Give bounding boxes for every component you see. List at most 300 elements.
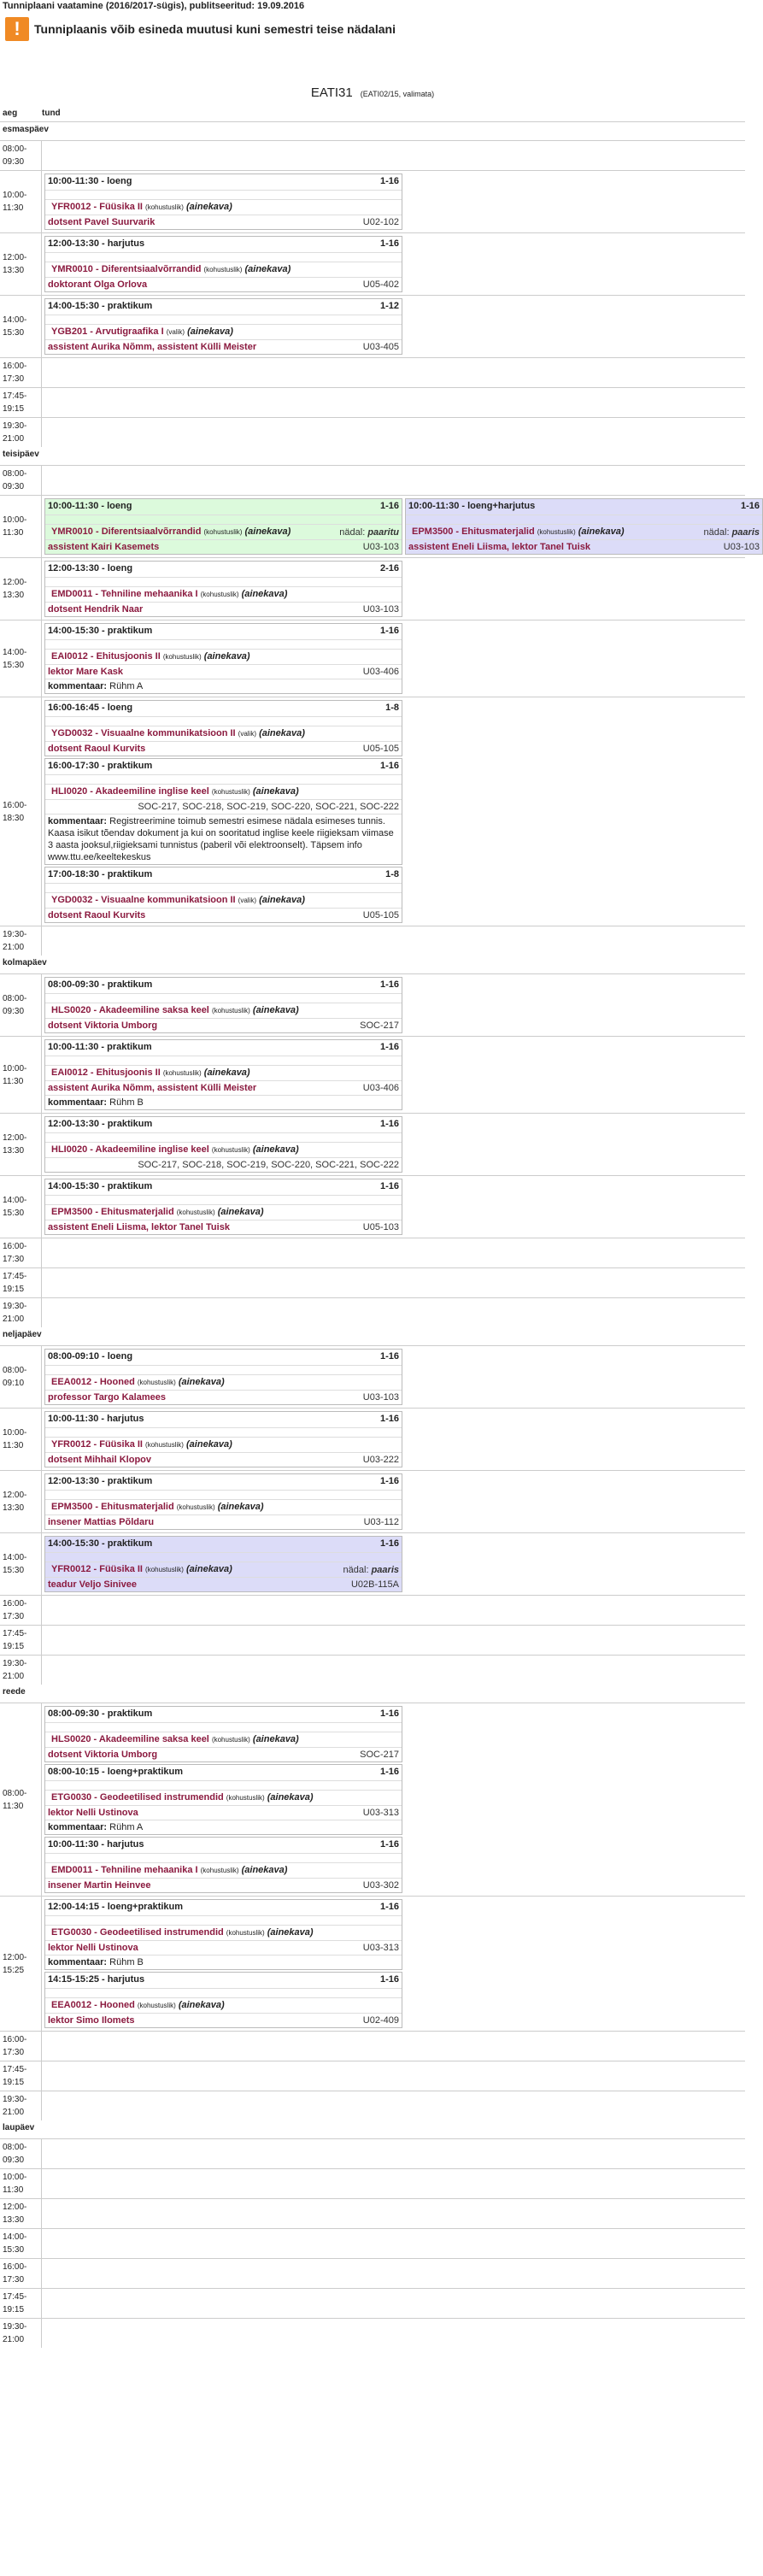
- room-code: U05-105: [362, 744, 399, 754]
- event-column: [42, 558, 402, 620]
- slot-end: 21:00: [3, 2335, 25, 2344]
- column-time: aeg: [3, 108, 18, 118]
- slot-events: [41, 233, 745, 295]
- teacher-name[interactable]: insener Martin Heinvee: [48, 1880, 151, 1891]
- event-card[interactable]: [44, 561, 402, 617]
- slot-time: [0, 1298, 41, 1327]
- slot-time: [0, 2199, 41, 2228]
- teacher-name[interactable]: dotsent Raoul Kurvits: [48, 910, 146, 920]
- slot-time: [0, 1626, 41, 1655]
- event-time: 10:00-11:30 - loeng: [48, 176, 132, 186]
- course-name[interactable]: EPM3500 - Ehitusmaterjalid (kohustuslik) (ainekava): [51, 1207, 264, 1217]
- course-row: [45, 1561, 402, 1577]
- event-time: 08:00-10:15 - loeng+praktikum: [48, 1767, 184, 1777]
- event-weeks: 1-16: [379, 1351, 399, 1362]
- event-weeks: 1-16: [379, 1974, 399, 1985]
- course-name[interactable]: EEA0012 - Hooned (kohustuslik) (ainekava): [51, 2000, 225, 2010]
- event-header: [45, 174, 402, 191]
- event-time: 16:00-16:45 - loeng: [48, 703, 133, 713]
- time-slot: [0, 1267, 745, 1297]
- slot-start: 17:45-: [3, 2065, 27, 2074]
- event-column: [42, 1114, 402, 1175]
- course-type: (kohustuslik): [211, 1736, 250, 1744]
- event-header: [45, 1412, 402, 1428]
- event-time: 12:00-13:30 - praktikum: [48, 1476, 153, 1486]
- event-card[interactable]: [44, 1764, 402, 1835]
- event-card[interactable]: [44, 1899, 402, 1970]
- slot-start: 12:00-: [3, 2203, 27, 2212]
- time-slot: [0, 1297, 745, 1327]
- slot-end: 11:30: [3, 1076, 24, 1086]
- course-name[interactable]: YGD0032 - Visuaalne kommunikatsioon II (valik) (ainekava): [51, 728, 305, 738]
- teacher-row: [45, 339, 402, 354]
- teacher-name[interactable]: dotsent Hendrik Naar: [48, 604, 144, 615]
- teacher-name[interactable]: dotsent Viktoria Umborg: [48, 1020, 158, 1031]
- event-time: 10:00-11:30 - loeng: [48, 501, 132, 511]
- slot-events: [41, 1037, 745, 1113]
- teacher-name[interactable]: dotsent Viktoria Umborg: [48, 1750, 158, 1760]
- event-card[interactable]: [44, 700, 402, 756]
- spacer: [45, 1491, 402, 1499]
- course-plan: (ainekava): [178, 1377, 225, 1387]
- event-time: 10:00-11:30 - harjutus: [48, 1414, 144, 1424]
- slot-time: [0, 2091, 41, 2120]
- slot-end: 19:15: [3, 2078, 25, 2087]
- teacher-row: [45, 1940, 402, 1955]
- event-weeks: 1-16: [379, 1414, 399, 1424]
- time-slot: [0, 697, 745, 926]
- course-plan: (ainekava): [241, 1865, 288, 1875]
- event-card[interactable]: [44, 1349, 402, 1405]
- event-time: 14:00-15:30 - praktikum: [48, 1181, 153, 1191]
- course-name[interactable]: YFR0012 - Füüsika II (kohustuslik) (ainekava): [51, 1564, 232, 1574]
- slot-start: 16:00-: [3, 1599, 27, 1609]
- spacer: [45, 1366, 402, 1374]
- teacher-row: [45, 1747, 402, 1761]
- time-slot: [0, 620, 745, 697]
- course-name[interactable]: YGB201 - Arvutigraafika I (valik) (ainekava): [51, 326, 233, 337]
- teacher-row: [45, 1220, 402, 1234]
- slot-end: 13:30: [3, 1146, 25, 1156]
- course-type: (valik): [238, 730, 256, 738]
- course-name[interactable]: YGD0032 - Visuaalne kommunikatsioon II (valik) (ainekava): [51, 895, 305, 905]
- course-plan: (ainekava): [578, 526, 625, 537]
- event-card[interactable]: [44, 758, 402, 865]
- slot-start: 19:30-: [3, 1302, 27, 1311]
- teacher-name[interactable]: dotsent Mihhail Klopov: [48, 1455, 151, 1465]
- slot-end: 09:10: [3, 1379, 25, 1388]
- slot-end: 21:00: [3, 2108, 25, 2117]
- slot-events: [41, 2139, 745, 2168]
- time-slot: [0, 170, 745, 232]
- slot-start: 14:00-: [3, 647, 27, 657]
- course-row: [45, 324, 402, 339]
- course-name[interactable]: HLS0020 - Akadeemiline saksa keel (kohustuslik) (ainekava): [51, 1005, 299, 1015]
- course-name[interactable]: YFR0012 - Füüsika II (kohustuslik) (ainekava): [51, 1439, 232, 1450]
- comment-label: kommentaar:: [48, 1957, 108, 1967]
- event-time: 17:00-18:30 - praktikum: [48, 869, 153, 879]
- slot-start: 12:00-: [3, 578, 27, 587]
- slot-start: 14:00-: [3, 1553, 27, 1562]
- slot-events: [41, 974, 745, 1036]
- teacher-name[interactable]: dotsent Pavel Suurvarik: [48, 217, 156, 227]
- room-code: U05-402: [362, 279, 399, 290]
- room-code: U05-103: [362, 1222, 399, 1232]
- room-list: SOC-217, SOC-218, SOC-219, SOC-220, SOC-221, SOC-222: [138, 1160, 399, 1170]
- slot-end: 11:30: [3, 1801, 24, 1811]
- event-card[interactable]: [44, 236, 402, 292]
- teacher-name[interactable]: professor Targo Kalamees: [48, 1392, 166, 1403]
- event-weeks: 1-16: [379, 1042, 399, 1052]
- room-code: U03-313: [362, 1943, 399, 1953]
- slot-end: 15:30: [3, 1209, 25, 1218]
- slot-start: 16:00-: [3, 2035, 27, 2044]
- event-header: [45, 1350, 402, 1366]
- slot-events: [41, 2229, 745, 2258]
- slot-end: 13:30: [3, 266, 25, 275]
- slot-time: [0, 1897, 41, 2031]
- time-slot: [0, 1470, 745, 1532]
- event-weeks: 1-16: [379, 1181, 399, 1191]
- day-heading: teisipäev: [3, 450, 39, 459]
- course-row: [45, 1374, 402, 1390]
- room-code: SOC-217: [360, 1020, 399, 1031]
- slot-time: [0, 620, 41, 697]
- slot-time: [0, 1037, 41, 1113]
- room-code: U03-103: [362, 1392, 399, 1403]
- course-type: (kohustuslik): [176, 1209, 215, 1216]
- event-header: [45, 499, 402, 515]
- slot-time: [0, 466, 41, 495]
- room-code: U03-222: [362, 1455, 399, 1465]
- slot-time: [0, 1703, 41, 1896]
- course-name[interactable]: YMR0010 - Diferentsiaalvõrrandid (kohustuslik) (ainekava): [51, 526, 291, 537]
- time-slot: [0, 2061, 745, 2091]
- time-slot: [0, 1595, 745, 1625]
- slot-events: [41, 141, 745, 170]
- room-code: U03-313: [362, 1808, 399, 1818]
- time-slot: [0, 140, 745, 170]
- event-card[interactable]: [44, 1473, 402, 1530]
- slot-events: [41, 620, 745, 697]
- slot-time: [0, 1238, 41, 1267]
- course-name[interactable]: EPM3500 - Ehitusmaterjalid (kohustuslik) (ainekava): [412, 526, 625, 537]
- event-card[interactable]: [44, 1411, 402, 1467]
- slot-start: 19:30-: [3, 2095, 27, 2104]
- comment-label: kommentaar:: [48, 681, 108, 691]
- course-plan: (ainekava): [217, 1502, 264, 1512]
- course-type: (valik): [238, 897, 256, 904]
- teacher-name[interactable]: lektor Simo Ilomets: [48, 2015, 135, 2026]
- event-card[interactable]: [44, 1972, 402, 2028]
- event-column: [42, 620, 402, 697]
- course-plan: (ainekava): [252, 1005, 299, 1015]
- course-row: [45, 1499, 402, 1514]
- slot-events: [41, 1471, 745, 1532]
- event-weeks: 1-16: [379, 1476, 399, 1486]
- slot-time: [0, 1596, 41, 1625]
- course-plan: (ainekava): [217, 1207, 264, 1217]
- course-row: [45, 1204, 402, 1220]
- slot-events: [41, 1409, 745, 1470]
- course-name[interactable]: EMD0011 - Tehniline mehaanika I (kohustuslik) (ainekava): [51, 1865, 288, 1875]
- teacher-row: [45, 2013, 402, 2027]
- day-heading: neljapäev: [3, 1330, 42, 1339]
- course-plan: (ainekava): [267, 1927, 314, 1938]
- teacher-row: [45, 664, 402, 679]
- course-plan: (ainekava): [252, 786, 299, 797]
- time-slot: [0, 1896, 745, 2031]
- event-column: [42, 1037, 402, 1113]
- event-card[interactable]: [44, 173, 402, 230]
- time-slot: [0, 1238, 745, 1267]
- comment-label: kommentaar:: [48, 1822, 108, 1832]
- course-type: (kohustuslik): [226, 1929, 265, 1937]
- time-slot: [0, 1655, 745, 1685]
- teacher-name[interactable]: assistent Eneli Liisma, lektor Tanel Tuisk: [48, 1222, 230, 1232]
- event-header: [45, 1707, 402, 1723]
- event-card[interactable]: [44, 623, 402, 694]
- time-slot: [0, 1175, 745, 1238]
- event-header: [45, 562, 402, 578]
- spacer: [406, 515, 762, 524]
- course-name[interactable]: HLI0020 - Akadeemiline inglise keel (kohustuslik) (ainekava): [51, 1144, 299, 1155]
- room-code: U03-406: [362, 667, 399, 677]
- course-type: (kohustuslik): [211, 1007, 250, 1015]
- room-code: U03-103: [362, 604, 399, 615]
- event-card[interactable]: [44, 498, 402, 555]
- spacer: [45, 578, 402, 586]
- teacher-name[interactable]: lektor Nelli Ustinova: [48, 1943, 138, 1953]
- group-subtitle: (EATI02/15, valimata): [360, 90, 435, 98]
- slot-time: [0, 1114, 41, 1175]
- event-weeks: 1-16: [379, 1119, 399, 1129]
- event-header: [45, 624, 402, 640]
- course-name[interactable]: ETG0030 - Geodeetilised instrumendid (kohustuslik) (ainekava): [51, 1927, 314, 1938]
- course-name[interactable]: YFR0012 - Füüsika II (kohustuslik) (ainekava): [51, 202, 232, 212]
- course-type: (kohustuslik): [145, 1566, 184, 1573]
- event-column: [42, 1703, 402, 1896]
- course-type: (valik): [166, 328, 185, 336]
- slot-time: [0, 1176, 41, 1238]
- course-row: [45, 1997, 402, 2013]
- comment-label: kommentaar:: [48, 1097, 108, 1108]
- event-time: 12:00-13:30 - harjutus: [48, 238, 145, 249]
- slot-time: [0, 974, 41, 1036]
- teacher-name[interactable]: teadur Veljo Sinivee: [48, 1579, 137, 1590]
- course-plan: (ainekava): [186, 1439, 232, 1450]
- room-code: U02-102: [362, 217, 399, 227]
- slot-end: 15:30: [3, 660, 25, 670]
- week-parity: nädal: paaritu: [339, 526, 399, 538]
- slot-end: 19:15: [3, 1285, 25, 1294]
- teacher-row: [45, 908, 402, 922]
- comment-text: kommentaar: Registreerimine toimub semestri esimese nädala esimeses tunnis. Kaasa isikut tõendav dokument ja kui on sooritatud inglise keele riigieksam viimase 3 aasta jooksul,riigieksami tunnistus (paberil või elektroonselt). Täpsem info www.ttu.ee/keeltekeskus: [48, 816, 394, 862]
- teacher-name[interactable]: doktorant Olga Orlova: [48, 279, 148, 290]
- slot-start: 08:00-: [3, 994, 27, 1003]
- spacer: [45, 253, 402, 262]
- slot-end: 21:00: [3, 434, 25, 444]
- teacher-name[interactable]: dotsent Raoul Kurvits: [48, 744, 146, 754]
- event-time: 08:00-09:10 - loeng: [48, 1351, 133, 1362]
- teacher-row: [406, 539, 762, 554]
- room-code: U05-105: [362, 910, 399, 920]
- day-heading: laupäev: [3, 2123, 35, 2132]
- event-column: [42, 974, 402, 1036]
- warning-icon: !: [5, 17, 29, 41]
- course-plan: (ainekava): [259, 728, 305, 738]
- comment-text: kommentaar: Rühm B: [48, 1097, 144, 1108]
- teacher-row: [45, 602, 402, 616]
- event-header: [45, 867, 402, 884]
- event-header: [45, 237, 402, 253]
- slot-end: 19:15: [3, 1642, 25, 1651]
- event-time: 08:00-09:30 - praktikum: [48, 979, 153, 990]
- time-slot: [0, 2091, 745, 2120]
- event-card[interactable]: [44, 1706, 402, 1762]
- course-name[interactable]: EAI0012 - Ehitusjoonis II (kohustuslik) (ainekava): [51, 651, 250, 662]
- spacer: [45, 1989, 402, 1997]
- teacher-name[interactable]: assistent Kairi Kasemets: [48, 542, 160, 552]
- spacer: [45, 1196, 402, 1204]
- event-weeks: 1-16: [379, 761, 399, 771]
- event-weeks: 1-16: [379, 501, 399, 511]
- event-header: [45, 978, 402, 994]
- course-plan: (ainekava): [186, 1564, 232, 1574]
- week-value: paaris: [731, 526, 760, 538]
- slot-start: 10:00-: [3, 1063, 27, 1073]
- event-weeks: 1-8: [385, 869, 399, 879]
- event-card[interactable]: [44, 298, 402, 355]
- spacer: [45, 775, 402, 784]
- event-card[interactable]: [44, 1116, 402, 1173]
- slot-end: 17:30: [3, 1612, 25, 1621]
- time-slot: [0, 1703, 745, 1896]
- slot-end: 11:30: [3, 203, 24, 213]
- event-header: [45, 1474, 402, 1491]
- slot-start: 10:00-: [3, 1428, 27, 1438]
- event-card[interactable]: [44, 1536, 402, 1592]
- event-time: 10:00-11:30 - harjutus: [48, 1839, 144, 1850]
- event-card[interactable]: [44, 1837, 402, 1893]
- slot-end: 21:00: [3, 1314, 25, 1324]
- time-slot: [0, 232, 745, 295]
- event-card[interactable]: [44, 977, 402, 1033]
- slot-events: [41, 418, 745, 447]
- event-card[interactable]: [405, 498, 763, 555]
- slot-time: [0, 2032, 41, 2061]
- slot-start: 10:00-: [3, 515, 27, 525]
- spacer: [45, 1553, 402, 1561]
- group-name: EATI31: [310, 85, 353, 100]
- event-column: [42, 1176, 402, 1238]
- event-header: [45, 1900, 402, 1916]
- event-card[interactable]: [44, 1039, 402, 1110]
- spacer: [45, 515, 402, 524]
- course-name[interactable]: EAI0012 - Ehitusjoonis II (kohustuslik) (ainekava): [51, 1067, 250, 1078]
- event-weeks: 1-12: [379, 301, 399, 311]
- room-code: U02B-115A: [350, 1579, 399, 1590]
- course-row: [45, 1003, 402, 1018]
- time-slot: [0, 926, 745, 956]
- page-title: Tunniplaani vaatamine (2016/2017-sügis), publitseeritud: 19.09.2016: [3, 1, 305, 11]
- course-name[interactable]: ETG0030 - Geodeetilised instrumendid (kohustuslik) (ainekava): [51, 1792, 314, 1803]
- course-type: (kohustuslik): [145, 203, 184, 211]
- comment-text: kommentaar: Rühm A: [48, 1822, 144, 1832]
- event-header: [45, 1117, 402, 1133]
- slot-start: 19:30-: [3, 421, 27, 431]
- slot-start: 08:00-: [3, 469, 27, 479]
- event-header: [45, 1765, 402, 1781]
- teacher-row: [45, 539, 402, 554]
- course-plan: (ainekava): [252, 1734, 299, 1744]
- spacer: [45, 1056, 402, 1065]
- teacher-name[interactable]: insener Mattias Põldaru: [48, 1517, 155, 1527]
- spacer: [45, 1854, 402, 1862]
- course-name[interactable]: HLS0020 - Akadeemiline saksa keel (kohustuslik) (ainekava): [51, 1734, 299, 1744]
- course-row: [45, 892, 402, 908]
- course-name[interactable]: EMD0011 - Tehniline mehaanika I (kohustuslik) (ainekava): [51, 589, 288, 599]
- teacher-row: [45, 1514, 402, 1529]
- teacher-row: [45, 1577, 402, 1591]
- event-header: [45, 1040, 402, 1056]
- event-card[interactable]: [44, 1179, 402, 1235]
- teacher-name[interactable]: assistent Aurika Nõmm, assistent Külli Meister: [48, 342, 257, 352]
- slot-end: 15:30: [3, 1566, 25, 1575]
- teacher-name[interactable]: lektor Nelli Ustinova: [48, 1808, 138, 1818]
- event-time: 14:00-15:30 - praktikum: [48, 1538, 153, 1549]
- slot-events: [41, 296, 745, 357]
- course-name[interactable]: YMR0010 - Diferentsiaalvõrrandid (kohustuslik) (ainekava): [51, 264, 291, 274]
- slot-end: 17:30: [3, 2275, 25, 2285]
- slot-start: 14:00-: [3, 315, 27, 325]
- course-type: (kohustuslik): [211, 1146, 250, 1154]
- slot-events: [41, 1268, 745, 1297]
- course-name[interactable]: EEA0012 - Hooned (kohustuslik) (ainekava): [51, 1377, 225, 1387]
- comment-row: [45, 814, 402, 864]
- notice-text: Tunniplaanis võib esineda muutusi kuni semestri teise nädalani: [34, 22, 396, 36]
- week-parity: nädal: paaris: [703, 526, 760, 538]
- teacher-row: [45, 277, 402, 291]
- event-time: 14:00-15:30 - praktikum: [48, 626, 153, 636]
- course-type: (kohustuslik): [176, 1503, 215, 1511]
- slot-end: 11:30: [3, 528, 24, 538]
- course-name[interactable]: HLI0020 - Akadeemiline inglise keel (kohustuslik) (ainekava): [51, 786, 299, 797]
- slot-events: [41, 358, 745, 387]
- course-row: [45, 1862, 402, 1878]
- teacher-name[interactable]: assistent Aurika Nõmm, assistent Külli Meister: [48, 1083, 257, 1093]
- time-slot: [0, 2138, 745, 2168]
- event-card[interactable]: [44, 867, 402, 923]
- course-name[interactable]: EPM3500 - Ehitusmaterjalid (kohustuslik) (ainekava): [51, 1502, 264, 1512]
- teacher-row: [45, 1080, 402, 1095]
- spacer: [45, 994, 402, 1003]
- rooms-row: [45, 799, 402, 814]
- teacher-name[interactable]: assistent Eneli Liisma, lektor Tanel Tuisk: [408, 542, 590, 552]
- course-row: [45, 726, 402, 741]
- slot-time: [0, 418, 41, 447]
- comment-text: kommentaar: Rühm B: [48, 1957, 144, 1967]
- course-plan: (ainekava): [241, 589, 288, 599]
- teacher-name[interactable]: lektor Mare Kask: [48, 667, 124, 677]
- time-slot: [0, 1625, 745, 1655]
- slot-start: 16:00-: [3, 1242, 27, 1251]
- course-type: (kohustuslik): [137, 2002, 176, 2009]
- slot-start: 08:00-: [3, 2143, 27, 2152]
- event-header: [45, 701, 402, 717]
- day-heading: reede: [3, 1687, 26, 1697]
- slot-end: 17:30: [3, 374, 25, 384]
